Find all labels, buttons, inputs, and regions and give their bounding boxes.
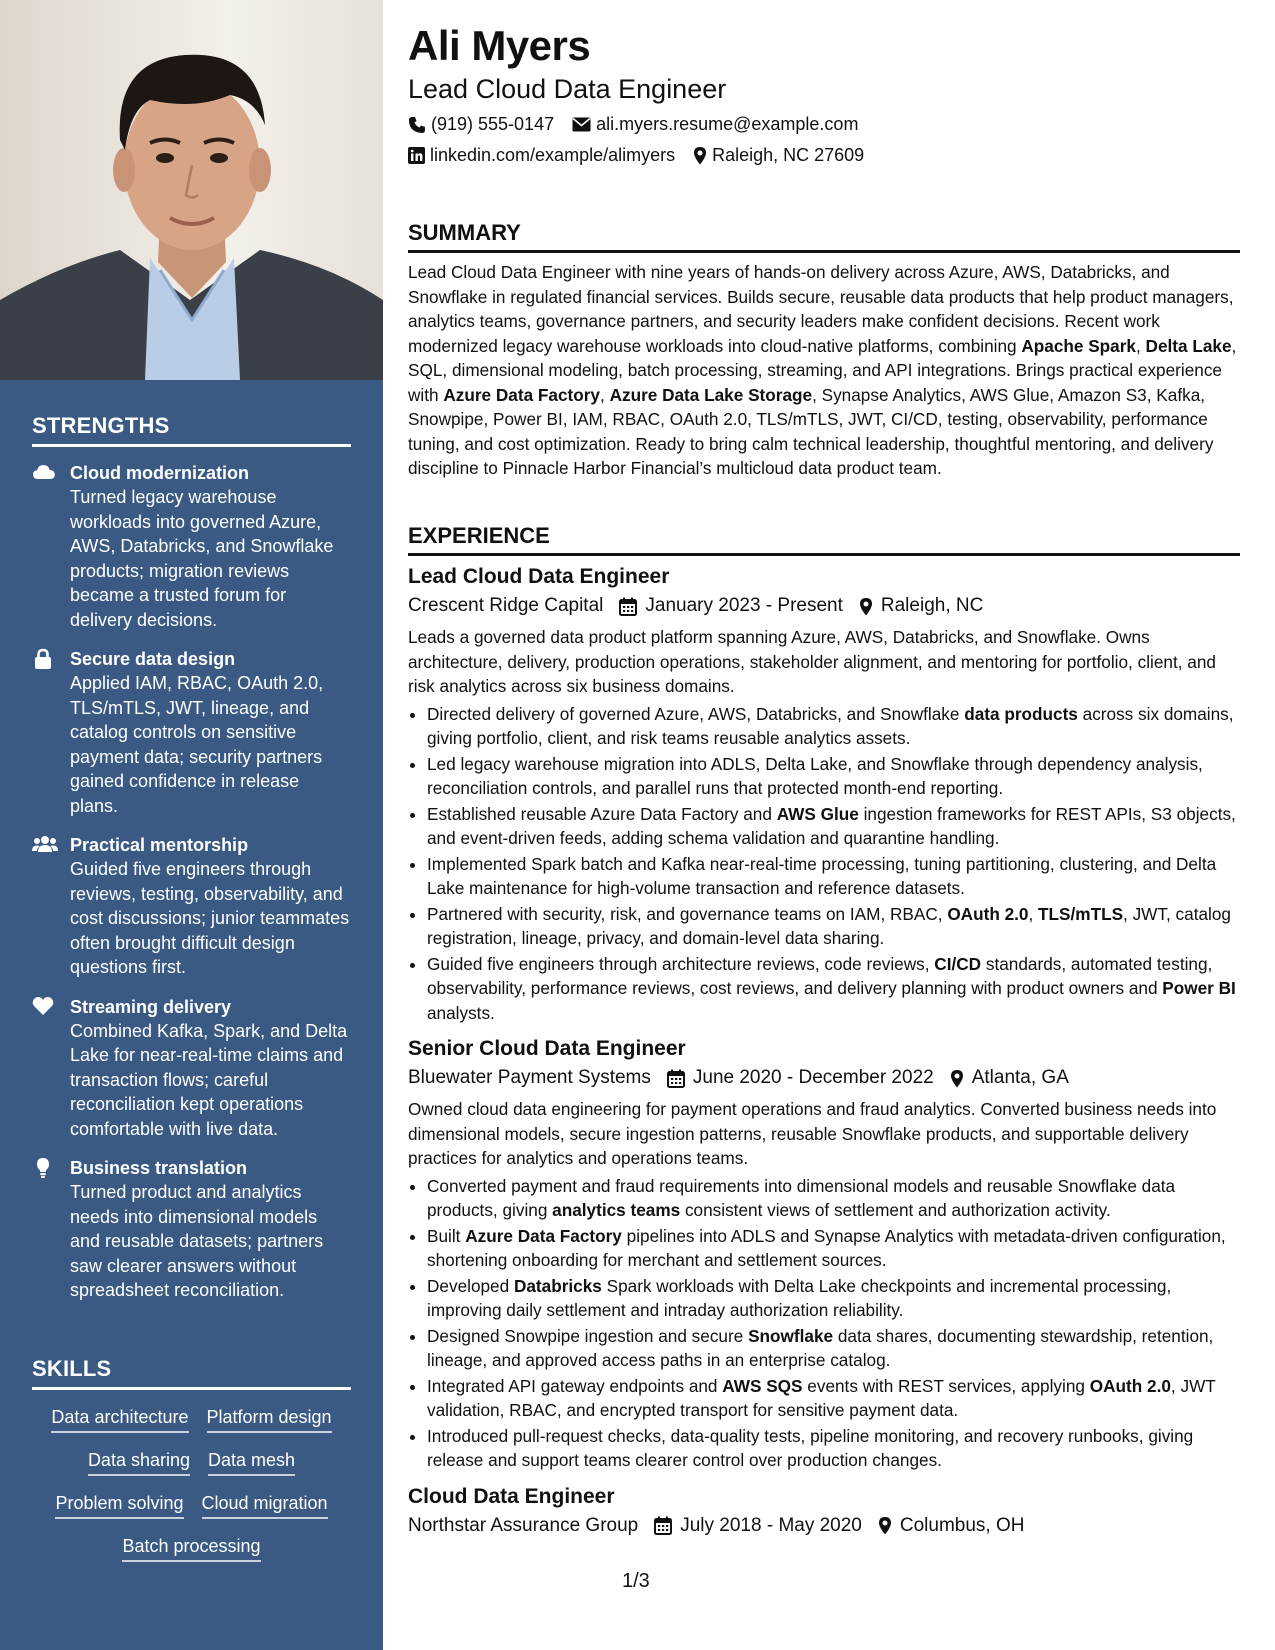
- job-meta: [408, 595, 1240, 617]
- contact-row: [408, 145, 882, 166]
- list-item: • Established reusable Azure Data Factory and AWS Glue ingestion frameworks for REST APIs, S3 objects, and event-driven feeds, adding schema validation and quarantine handling.: [427, 802, 1240, 851]
- skill-tag: Cloud migration: [202, 1493, 328, 1519]
- list-item: • Led legacy warehouse migration into ADLS, Delta Lake, and Snowflake through dependency analysis, reconciliation controls, and parallel runs that protected month-end reporting.: [427, 752, 1240, 801]
- job-location: Raleigh, NC: [859, 595, 983, 617]
- summary-section: [408, 220, 1240, 481]
- strength-item: [32, 1156, 351, 1303]
- experience-heading: EXPERIENCE: [408, 523, 1240, 556]
- heart-icon: [32, 996, 54, 1016]
- cloud-icon: [32, 462, 54, 482]
- job-meta: [408, 1067, 1240, 1089]
- skill-tag: Problem solving: [55, 1493, 183, 1519]
- strength-title: Cloud modernization: [70, 463, 249, 483]
- strength-title: Business translation: [70, 1158, 248, 1178]
- portrait-image: [0, 0, 383, 380]
- calendar-icon: [667, 1069, 685, 1088]
- skill-tag: Data mesh: [208, 1450, 295, 1476]
- envelope-icon: [572, 117, 591, 132]
- list-item: • Partnered with security, risk, and governance teams on IAM, RBAC, OAuth 2.0, TLS/mTLS, JWT, catalog registration, lineage, privacy, and domain-level data sharing.: [427, 902, 1240, 951]
- email-text: ali.myers.resume@example.com: [596, 114, 859, 134]
- map-pin-icon: [693, 146, 707, 165]
- list-item: • Integrated API gateway endpoints and AWS SQS events with REST services, applying OAuth 2.0, JWT validation, RBAC, and encrypted transport for sensitive payment data.: [427, 1374, 1240, 1423]
- job-title: Lead Cloud Data Engineer: [408, 565, 670, 588]
- job-title: Senior Cloud Data Engineer: [408, 1037, 686, 1060]
- job-entry: [408, 1485, 1240, 1537]
- list-item: • Built Azure Data Factory pipelines into ADLS and Synapse Analytics with metadata-driven configuration, shortening onboarding for merchant and settlement sources.: [427, 1224, 1240, 1273]
- strength-item: [32, 833, 351, 980]
- skills-section: [32, 1356, 351, 1562]
- job-entry: [408, 1037, 1240, 1473]
- users-icon: [32, 834, 54, 854]
- strength-text: Combined Kafka, Spark, and Delta Lake for near-real-time claims and transaction flows; careful reconciliation kept operations comfortable with live data.: [70, 1020, 348, 1139]
- calendar-icon: [619, 597, 637, 616]
- job-bullets: [408, 1174, 1240, 1473]
- company-name: Northstar Assurance Group: [408, 1514, 639, 1536]
- linkedin-text: linkedin.com/example/alimyers: [430, 145, 676, 165]
- list-item: • Introduced pull-request checks, data-quality tests, pipeline monitoring, and recovery runbooks, giving release and support teams clearer control over production changes.: [427, 1424, 1240, 1473]
- list-item: • Implemented Spark batch and Kafka near-real-time processing, tuning partitioning, clustering, and Delta Lake maintenance for high-volume transaction and reference datasets.: [427, 852, 1240, 901]
- candidate-name: Ali Myers: [408, 22, 591, 69]
- job-dates: July 2018 - May 2020: [654, 1515, 862, 1537]
- strength-text: Turned product and analytics needs into dimensional models and reusable datasets; partners saw clearer answers without spreadsheet reconciliation.: [70, 1182, 324, 1300]
- phone-text: (919) 555-0147: [431, 114, 555, 134]
- lock-icon: [32, 648, 54, 668]
- list-item: • Converted payment and fraud requirements into dimensional models and reusable Snowflake data products, giving analytics teams consistent views of settlement and authorization activity.: [427, 1174, 1240, 1223]
- job-title: Cloud Data Engineer: [408, 1484, 615, 1508]
- location-contact: [693, 145, 864, 166]
- skills-heading: SKILLS: [32, 1356, 351, 1390]
- job-dates: January 2023 - Present: [619, 595, 843, 617]
- email-contact[interactable]: [572, 114, 858, 135]
- list-item: • Guided five engineers through architecture reviews, code reviews, CI/CD standards, automated testing, observability, performance reviews, cost reviews, and delivery planning with product owners and Power BI analysts.: [427, 952, 1240, 1026]
- strength-item: [32, 995, 351, 1142]
- list-item: • Developed Databricks Spark workloads with Delta Lake checkpoints and incremental processing, improving daily settlement and intraday authorization reliability.: [427, 1274, 1240, 1323]
- strength-text: Applied IAM, RBAC, OAuth 2.0, TLS/mTLS, JWT, lineage, and catalog controls on sensitive payment data; security partners gained confidence in release plans.: [70, 673, 324, 816]
- job-summary: Leads a governed data product platform spanning Azure, AWS, Databricks, and Snowflake. Owns architecture, delivery, production operations, stakeholder alignment, and mentoring for portfolio, client, and risk analytics across six business domains.: [408, 627, 1216, 696]
- lightbulb-icon: [32, 1157, 54, 1177]
- map-pin-icon: [950, 1069, 964, 1088]
- strength-title: Secure data design: [70, 649, 236, 669]
- strength-text: Turned legacy warehouse workloads into governed Azure, AWS, Databricks, and Snowflake products; migration reviews became a trusted forum for delivery decisions.: [70, 487, 334, 630]
- skill-tag: Platform design: [207, 1407, 332, 1433]
- job-entry: [408, 565, 1240, 1025]
- map-pin-icon: [859, 597, 873, 616]
- page-number: 1/3: [622, 1570, 650, 1592]
- job-meta: [408, 1515, 1240, 1537]
- strengths-heading: STRENGTHS: [32, 413, 351, 447]
- linkedin-icon: [408, 147, 425, 164]
- summary-text: Lead Cloud Data Engineer with nine years of hands-on delivery across Azure, AWS, Databricks, and Snowflake in regulated financial services. Builds secure, reusable data products that help product managers, analytics teams, governance partners, and security leaders make confident decisions. Recent work modernized legacy warehouse workloads into cloud-native platforms, combining Apache Spark, Delta Lake, SQL, dimensional modeling, batch processing, streaming, and API integrations. Brings practical experience with Azure Data Factory, Azure Data Lake Storage, Synapse Analytics, AWS Glue, Amazon S3, Kafka, Snowpipe, Power BI, IAM, RBAC, OAuth 2.0, TLS/mTLS, JWT, CI/CD, testing, observability, performance tuning, and cost optimization. Ready to bring calm technical leadership, thoughtful mentoring, and delivery discipline to Pinnacle Harbor Financial’s multicloud data product team.: [408, 262, 1237, 478]
- calendar-icon: [654, 1516, 672, 1535]
- strengths-section: [32, 413, 351, 1303]
- phone-icon: [408, 116, 426, 134]
- phone-contact: [408, 114, 554, 135]
- list-item: • Directed delivery of governed Azure, AWS, Databricks, and Snowflake data products across six domains, giving portfolio, client, and risk teams reusable analytics assets.: [427, 702, 1240, 751]
- job-bullets: [408, 702, 1240, 1026]
- company-name: Bluewater Payment Systems: [408, 1067, 651, 1088]
- linkedin-contact[interactable]: [408, 145, 675, 166]
- candidate-role: Lead Cloud Data Engineer: [408, 74, 727, 104]
- company-name: Crescent Ridge Capital: [408, 595, 604, 616]
- sidebar: [0, 0, 383, 1650]
- job-summary: Owned cloud data engineering for payment operations and fraud analytics. Converted business needs into dimensional models, secure ingestion patterns, reusable Snowflake products, and supportable delivery practices for analytics and operations teams.: [408, 1099, 1217, 1168]
- strength-item: [32, 461, 351, 632]
- experience-section: [408, 523, 1240, 1537]
- list-item: • Designed Snowpipe ingestion and secure Snowflake data shares, documenting stewardship, retention, lineage, and approved access paths in an enterprise catalog.: [427, 1324, 1240, 1373]
- job-location: Atlanta, GA: [950, 1067, 1069, 1089]
- skill-tag: Batch processing: [122, 1536, 260, 1562]
- strength-item: [32, 647, 351, 818]
- profile-photo: [0, 0, 383, 380]
- job-location: Columbus, OH: [878, 1515, 1025, 1537]
- strength-title: Streaming delivery: [70, 996, 232, 1017]
- map-pin-icon: [878, 1516, 892, 1535]
- summary-heading: SUMMARY: [408, 220, 1240, 253]
- contact-row: [408, 114, 876, 135]
- location-text: Raleigh, NC 27609: [712, 145, 865, 165]
- skill-tag: Data architecture: [51, 1407, 188, 1433]
- skill-tag: Data sharing: [88, 1450, 190, 1476]
- strength-title: Practical mentorship: [70, 835, 249, 855]
- skills-list: [32, 1407, 351, 1562]
- job-dates: June 2020 - December 2022: [667, 1067, 934, 1089]
- strength-text: Guided five engineers through reviews, testing, observability, and cost discussions; junior teammates often brought difficult design questions first.: [70, 859, 350, 977]
